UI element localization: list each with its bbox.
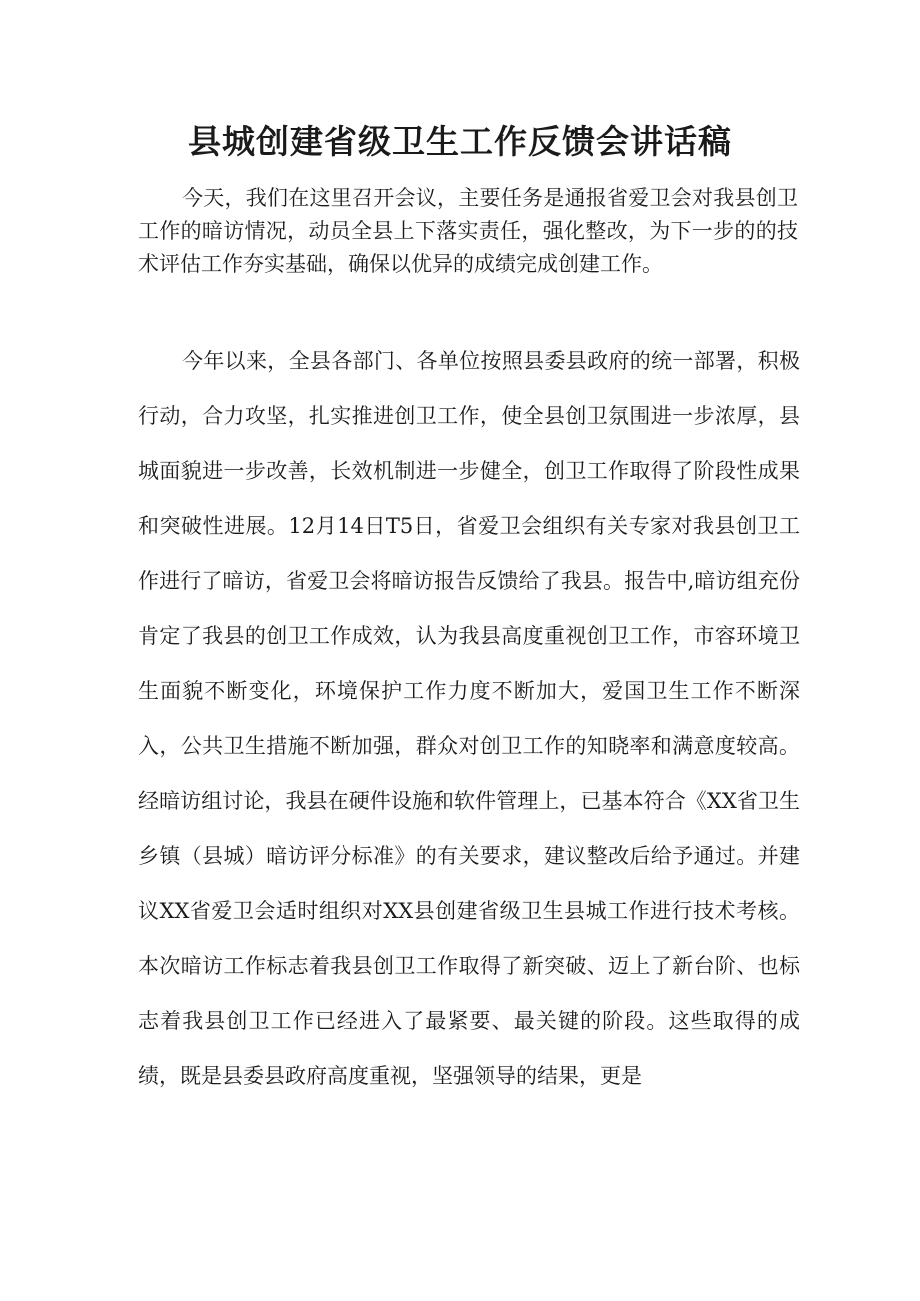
paragraph-opening: 今天，我们在这里召开会议，主要任务是通报省爱卫会对我县创卫工作的暗访情况，动员全县上下落实责任，强化整改，为下一步的的技术评估工作夯实基础，确保以优异的成绩完成创建工作。	[138, 186, 798, 276]
paragraph-progress: 今年以来，全县各部门、各单位按照县委县政府的统一部署，积极行动，合力攻坚，扎实推进创卫工作，使全县创卫氛围进一步浓厚，县城面貌进一步改善，长效机制进一步健全，创卫工作取得了阶段性成果和突破性进展。12月14日T5日，省爱卫会组织有关专家对我县创卫工作进行了暗访，省爱卫会将暗访报告反馈给了我县。报告中,暗访组充份肯定了我县的创卫工作成效，认为我县高度重视创卫工作，市容环境卫生面貌不断变化，环境保护工作力度不断加大，爱国卫生工作不断深入，公共卫生措施不断加强，群众对创卫工作的知晓率和满意度较高。经暗访组讨论，我县在硬件设施和软件管理上，已基本符合《XX省卫生乡镇（县城）暗访评分标准》的有关要求，建议整改后给予通过。并建议XX省爱卫会适时组织对XX县创建省级卫生县城工作进行技术考核。本次暗访工作标志着我县创卫工作取得了新突破、迈上了新台阶、也标志着我县创卫工作已经进入了最紧要、最关键的阶段。这些取得的成绩，既是县委县政府高度重视，坚强领导的结果，更是	[138, 349, 800, 1088]
document-title: 县城创建省级卫生工作反馈会讲话稿	[188, 122, 732, 161]
